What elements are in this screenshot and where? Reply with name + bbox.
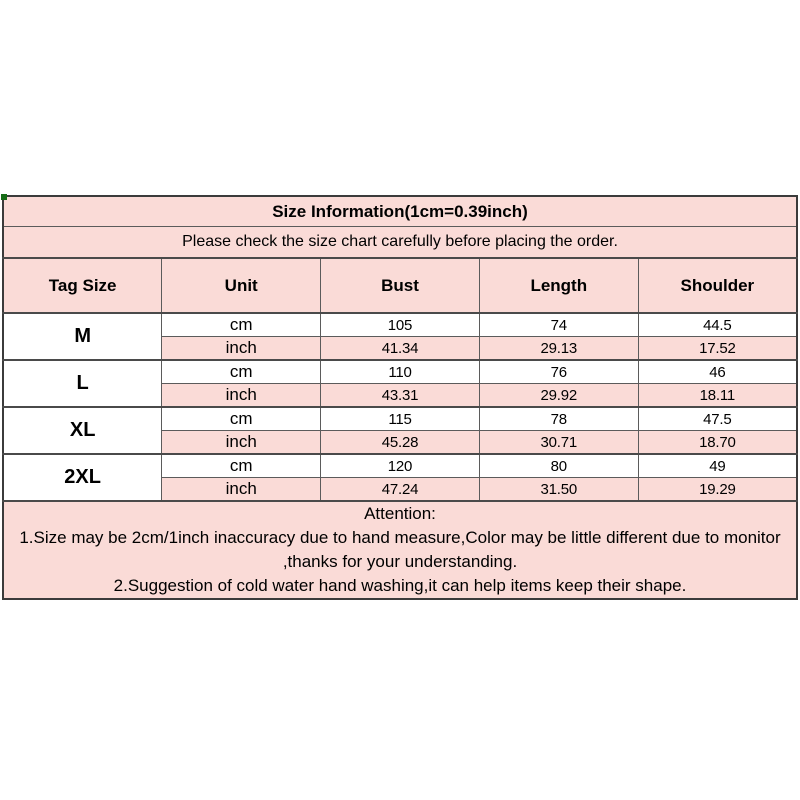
xl-cm-shoulder: 47.5 bbox=[638, 407, 797, 431]
xl-inch-bust: 45.28 bbox=[321, 431, 480, 455]
unit-label-inch: inch bbox=[162, 337, 321, 361]
unit-label-inch: inch bbox=[162, 384, 321, 408]
m-inch-shoulder: 17.52 bbox=[638, 337, 797, 361]
l-inch-bust: 43.31 bbox=[321, 384, 480, 408]
m-inch-length: 29.13 bbox=[479, 337, 638, 361]
m-cm-shoulder: 44.5 bbox=[638, 313, 797, 337]
attention-note-1: 1.Size may be 2cm/1inch inaccuracy due to hand measure,Color may be little different due to monitor bbox=[19, 528, 781, 547]
l-inch-length: 29.92 bbox=[479, 384, 638, 408]
xl-inch-length: 30.71 bbox=[479, 431, 638, 455]
tag-size-m: M bbox=[3, 313, 162, 360]
attention-heading: Attention: bbox=[364, 504, 436, 523]
table-row-l-cm bbox=[3, 360, 797, 384]
corner-artifact-dot bbox=[1, 194, 7, 200]
column-header-bust: Bust bbox=[321, 258, 480, 313]
unit-label-inch: inch bbox=[162, 478, 321, 502]
tag-size-xl: XL bbox=[3, 407, 162, 454]
m-inch-bust: 41.34 bbox=[321, 337, 480, 361]
l-cm-bust: 110 bbox=[321, 360, 480, 384]
table-row-2xl-cm bbox=[3, 454, 797, 478]
column-header-unit: Unit bbox=[162, 258, 321, 313]
column-header-row bbox=[3, 258, 797, 313]
unit-label-inch: inch bbox=[162, 431, 321, 455]
table-subtitle-row bbox=[3, 227, 797, 259]
xl-cm-length: 78 bbox=[479, 407, 638, 431]
table-title-row bbox=[3, 196, 797, 227]
unit-label-cm: cm bbox=[162, 360, 321, 384]
column-header-length: Length bbox=[479, 258, 638, 313]
l-inch-shoulder: 18.11 bbox=[638, 384, 797, 408]
unit-label-cm: cm bbox=[162, 407, 321, 431]
size-chart-table bbox=[2, 195, 798, 600]
table-row-xl-cm bbox=[3, 407, 797, 431]
size-chart-sheet bbox=[2, 195, 798, 600]
table-title: Size Information(1cm=0.39inch) bbox=[3, 196, 797, 227]
m-cm-length: 74 bbox=[479, 313, 638, 337]
tag-size-l: L bbox=[3, 360, 162, 407]
unit-label-cm: cm bbox=[162, 313, 321, 337]
table-row-m-cm bbox=[3, 313, 797, 337]
2xl-inch-shoulder: 19.29 bbox=[638, 478, 797, 502]
tag-size-2xl: 2XL bbox=[3, 454, 162, 501]
column-header-tag-size: Tag Size bbox=[3, 258, 162, 313]
2xl-inch-length: 31.50 bbox=[479, 478, 638, 502]
l-cm-shoulder: 46 bbox=[638, 360, 797, 384]
attention-note-2: 2.Suggestion of cold water hand washing,it can help items keep their shape. bbox=[113, 576, 687, 595]
attention-row bbox=[3, 501, 797, 599]
column-header-shoulder: Shoulder bbox=[638, 258, 797, 313]
2xl-cm-length: 80 bbox=[479, 454, 638, 478]
2xl-cm-shoulder: 49 bbox=[638, 454, 797, 478]
l-cm-length: 76 bbox=[479, 360, 638, 384]
m-cm-bust: 105 bbox=[321, 313, 480, 337]
2xl-cm-bust: 120 bbox=[321, 454, 480, 478]
attention-note-1-continued: ,thanks for your understanding. bbox=[282, 552, 518, 571]
unit-label-cm: cm bbox=[162, 454, 321, 478]
xl-cm-bust: 115 bbox=[321, 407, 480, 431]
2xl-inch-bust: 47.24 bbox=[321, 478, 480, 502]
xl-inch-shoulder: 18.70 bbox=[638, 431, 797, 455]
table-subtitle: Please check the size chart carefully before placing the order. bbox=[3, 227, 797, 259]
attention-block bbox=[3, 501, 797, 599]
